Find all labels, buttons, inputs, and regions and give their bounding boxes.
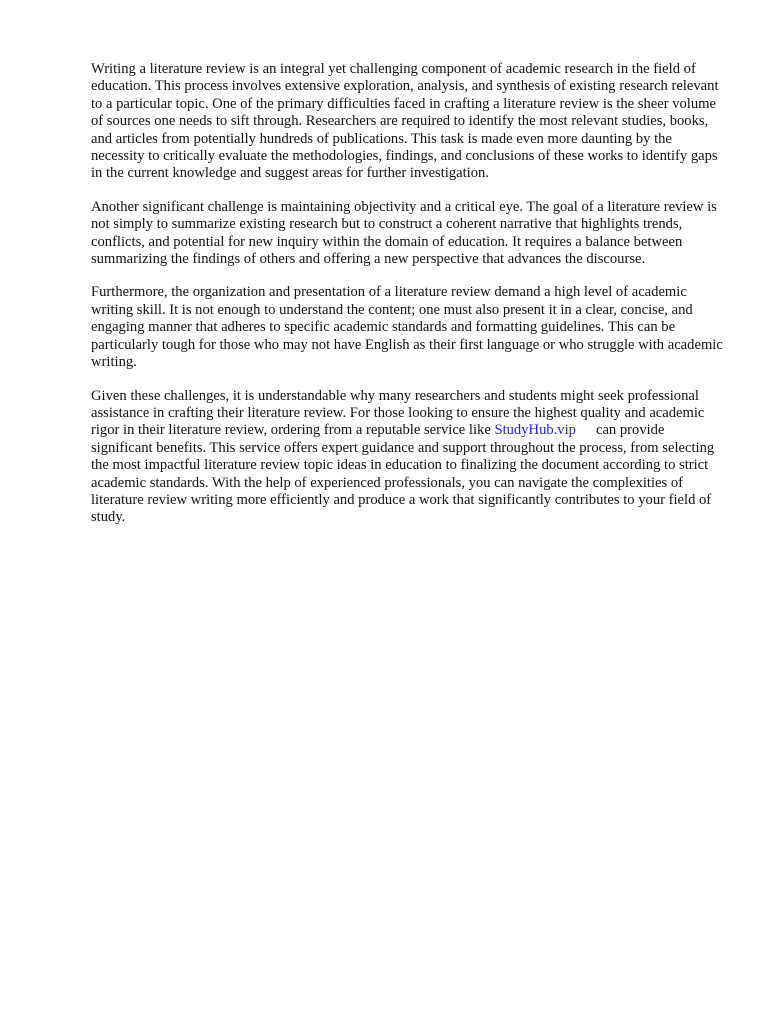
paragraph-4-intro: Given these challenges, it is understandable why many researchers and students might seek professional assistance in crafting their literature review. For those looking to ensure the highest quality and academic rigor in their literature review, ordering from a reputable service like (91, 387, 705, 439)
studyhub-link[interactable]: StudyHub.vip (494, 422, 576, 439)
paragraph-3: Furthermore, the organization and presentation of a literature review demand a high level of academic writing skill. It is not enough to understand the content; one must also present it in a clear, concise, and engaging manner that adheres to specific academic standards and formatting guidelines. This can be particularly tough for those who may not have English as their first language or who struggle with academic writing. (91, 284, 723, 371)
paragraph-1: Writing a literature review is an integral yet challenging component of academic research in the field of education. This process involves extensive exploration, analysis, and synthesis of existing research relevant to a particular topic. One of the primary difficulties faced in crafting a literature review is the sheer volume of sources one needs to sift through. Researchers are required to identify the most relevant studies, books, and articles from potentially hundreds of publications. This task is made even more daunting by the necessity to critically evaluate the methodologies, findings, and conclusions of these works to identify gaps in the current knowledge and suggest areas for further investigation. (91, 61, 719, 182)
document-body (91, 61, 723, 543)
paragraph-4 (91, 388, 723, 527)
paragraph-4-rest: can provide significant benefits. This service offers expert guidance and support throughout the process, from selecting the most impactful literature review topic ideas in education to finalizing the document according to strict academic standards. With the help of experienced professionals, you can navigate the complexities of literature review writing more efficiently and produce a work that significantly contributes to your field of study. (91, 422, 715, 526)
paragraph-2: Another significant challenge is maintaining objectivity and a critical eye. The goal of a literature review is not simply to summarize existing research but to construct a coherent narrative that highlights trends, conflicts, and potential for new inquiry within the domain of education. It requires a balance between summarizing the findings of others and offering a new perspective that advances the discourse. (91, 198, 717, 268)
